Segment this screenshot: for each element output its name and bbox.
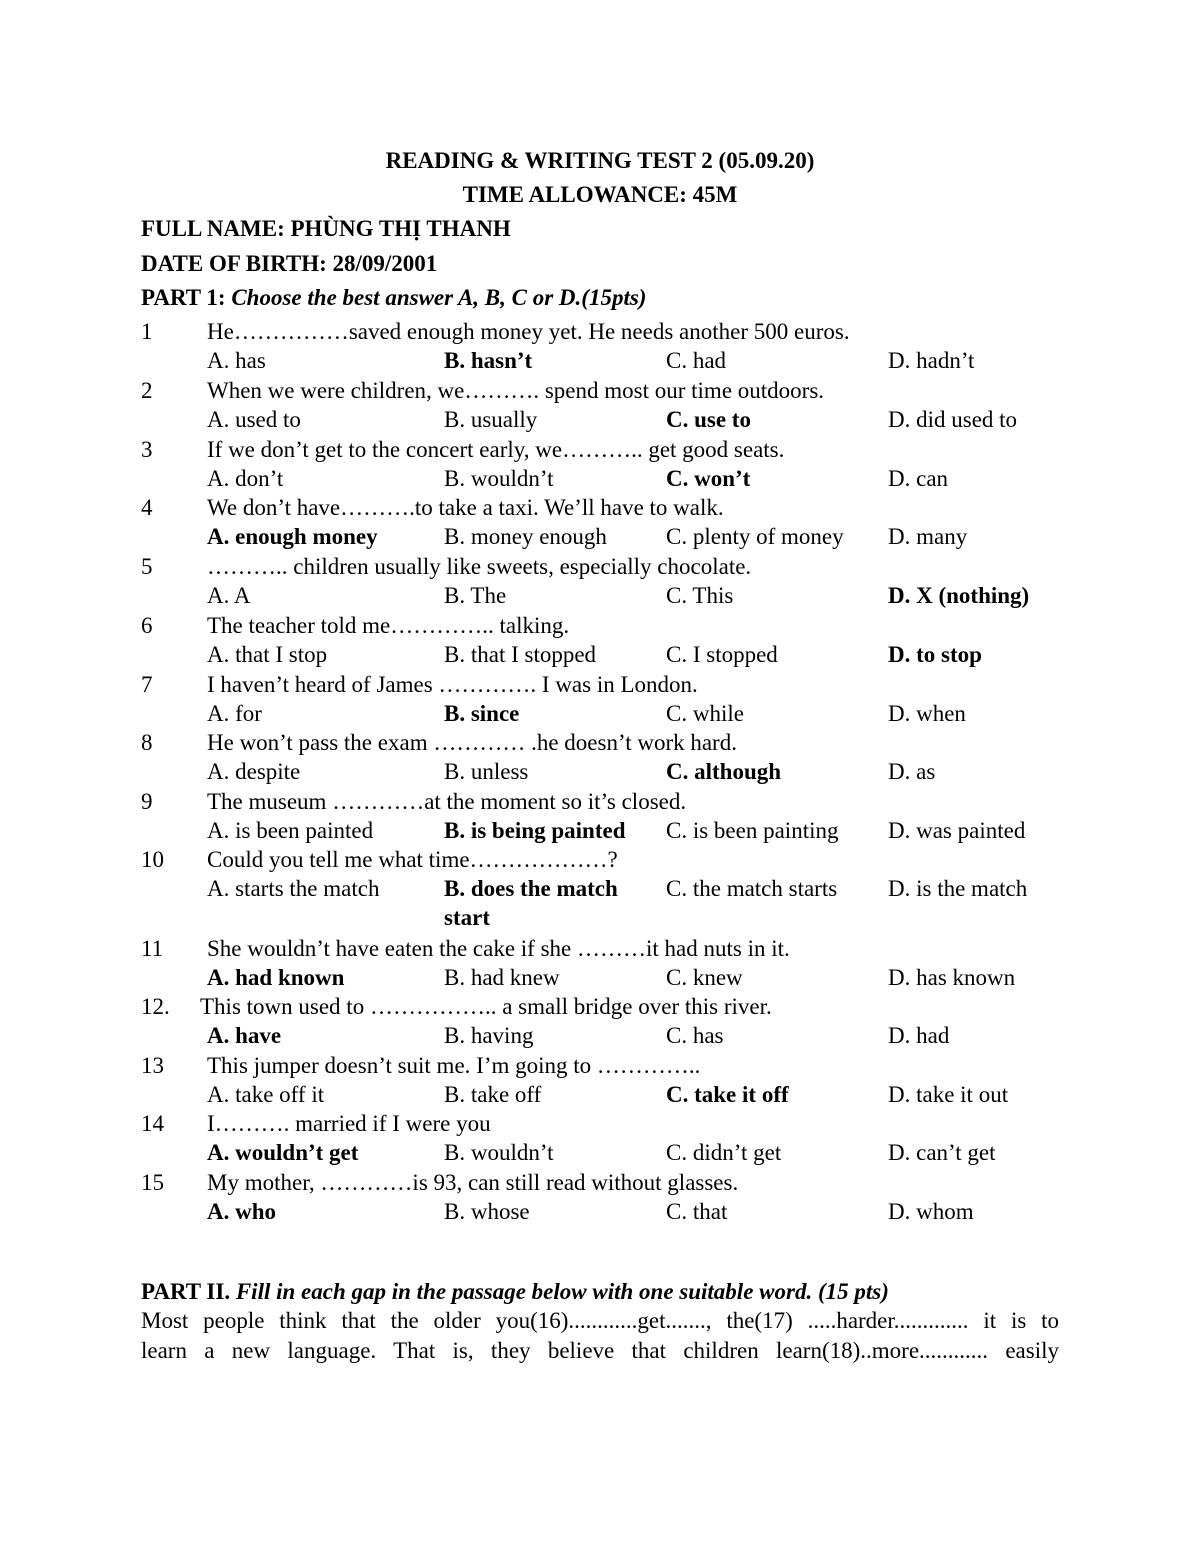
option-c: C. use to — [666, 407, 751, 432]
option-d: D. when — [888, 701, 966, 726]
question-text: When we were children, we………. spend most our time outdoors. — [207, 378, 825, 403]
option-d: D. can — [888, 466, 949, 491]
option-b: B. wouldn’t — [444, 466, 554, 491]
date-of-birth: DATE OF BIRTH: 28/09/2001 — [141, 251, 438, 276]
option-c: C. is been painting — [666, 818, 839, 843]
option-a: A. don’t — [207, 466, 284, 491]
option-d: D. did used to — [888, 407, 1018, 432]
question-number: 3 — [141, 437, 153, 462]
option-c: C. I stopped — [666, 642, 778, 667]
question-number: 5 — [141, 554, 153, 579]
part2-instruction: Fill in each gap in the passage below with one suitable word. (15 pts) — [235, 1279, 889, 1304]
question-number: 15 — [141, 1170, 164, 1195]
option-a: A. starts the match — [207, 876, 380, 901]
option-d: D. has known — [888, 965, 1016, 990]
question-text: She wouldn’t have eaten the cake if she ………it had nuts in it. — [207, 936, 790, 961]
option-b: B. hasn’t — [444, 348, 533, 373]
question-text: The teacher told me………….. talking. — [207, 613, 570, 638]
time-allowance: TIME ALLOWANCE: 45M — [462, 182, 738, 207]
question-14 — [0, 1109, 1200, 1168]
option-a: A. enough money — [207, 524, 378, 549]
question-number: 9 — [141, 789, 153, 814]
option-a: A. A — [207, 583, 251, 608]
option-c: C. while — [666, 701, 744, 726]
option-b: B. unless — [444, 759, 529, 784]
question-12 — [0, 992, 1200, 1051]
option-d: D. had — [888, 1023, 950, 1048]
question-8 — [0, 728, 1200, 787]
option-c: C. knew — [666, 965, 743, 990]
test-title: READING & WRITING TEST 2 (05.09.20) — [385, 148, 815, 173]
option-c: C. had — [666, 348, 727, 373]
passage-line-1: Most people think that the older you(16)............get......., the(17) .....harder............. it is to — [141, 1308, 1059, 1333]
question-number: 11 — [141, 936, 164, 961]
question-text: My mother, …………is 93, can still read without glasses. — [207, 1170, 739, 1195]
option-b: B. having — [444, 1023, 534, 1048]
option-a: A. take off it — [207, 1082, 325, 1107]
question-13 — [0, 1051, 1200, 1110]
question-text: I………. married if I were you — [207, 1111, 491, 1136]
part1-label: PART 1: — [141, 285, 226, 310]
option-b: B. The — [444, 583, 507, 608]
question-text: This jumper doesn’t suit me. I’m going to ………….. — [207, 1053, 701, 1078]
option-a: A. for — [207, 701, 262, 726]
option-d: D. is the match — [888, 876, 1028, 901]
option-c: C. This — [666, 583, 734, 608]
passage-line-2: learn a new language. That is, they believe that children learn(18)..more............ easily — [141, 1338, 1059, 1363]
part1-heading — [141, 283, 646, 313]
option-a: A. used to — [207, 407, 301, 432]
question-number: 10 — [141, 847, 164, 872]
option-d: D. whom — [888, 1199, 974, 1224]
option-b: B. had knew — [444, 965, 560, 990]
question-11 — [0, 934, 1200, 993]
option-b: B. wouldn’t — [444, 1140, 554, 1165]
option-a: A. have — [207, 1023, 282, 1048]
question-text: Could you tell me what time………………? — [207, 847, 618, 872]
question-number: 2 — [141, 378, 153, 403]
option-a: A. is been painted — [207, 818, 374, 843]
question-text: He won’t pass the exam ………… .he doesn’t work hard. — [207, 730, 737, 755]
option-a: A. despite — [207, 759, 301, 784]
option-a: A. that I stop — [207, 642, 328, 667]
option-d: D. can’t get — [888, 1140, 996, 1165]
option-d: D. take it out — [888, 1082, 1009, 1107]
option-b: B. usually — [444, 407, 538, 432]
option-c: C. has — [666, 1023, 724, 1048]
question-number: 1 — [141, 319, 153, 344]
part2-heading — [141, 1277, 889, 1307]
question-number: 4 — [141, 495, 153, 520]
question-3 — [0, 435, 1200, 494]
option-a: A. wouldn’t get — [207, 1140, 359, 1165]
question-number: 13 — [141, 1053, 164, 1078]
option-b: B. money enough — [444, 524, 607, 549]
question-number: 14 — [141, 1111, 164, 1136]
option-a: A. who — [207, 1199, 277, 1224]
full-name: FULL NAME: PHÙNG THỊ THANH — [141, 216, 511, 241]
option-c: C. take it off — [666, 1082, 789, 1107]
question-text: I haven’t heard of James …………. I was in London. — [207, 672, 698, 697]
question-2 — [0, 376, 1200, 435]
option-b: B. does the match start — [444, 876, 618, 930]
option-c: C. didn’t get — [666, 1140, 782, 1165]
option-c: C. plenty of money — [666, 524, 844, 549]
part2-label: PART II. — [141, 1279, 231, 1304]
question-10 — [0, 845, 1200, 934]
question-text: He……………saved enough money yet. He needs another 500 euros. — [207, 319, 850, 344]
option-b: B. that I stopped — [444, 642, 597, 667]
option-c: C. the match starts — [666, 876, 838, 901]
question-15 — [0, 1168, 1200, 1227]
option-b: B. is being painted — [444, 818, 626, 843]
option-a: A. had known — [207, 965, 345, 990]
option-b: B. whose — [444, 1199, 530, 1224]
option-d: D. hadn’t — [888, 348, 975, 373]
option-d: D. to stop — [888, 642, 982, 667]
option-b: B. since — [444, 701, 520, 726]
question-1 — [0, 317, 1200, 376]
question-number: 7 — [141, 672, 153, 697]
question-text: If we don’t get to the concert early, we……….. get good seats. — [207, 437, 785, 462]
option-c: C. although — [666, 759, 782, 784]
option-c: C. won’t — [666, 466, 751, 491]
question-text: This town used to …………….. a small bridge over this river. — [200, 994, 772, 1019]
option-d: D. many — [888, 524, 968, 549]
option-b: B. take off — [444, 1082, 542, 1107]
option-d: D. as — [888, 759, 936, 784]
part1-instruction: Choose the best answer A, B, C or D.(15pts) — [231, 285, 647, 310]
question-text: The museum …………at the moment so it’s closed. — [207, 789, 687, 814]
question-6 — [0, 611, 1200, 670]
question-number: 12. — [141, 994, 170, 1019]
option-d: D. X (nothing) — [888, 583, 1030, 608]
option-c: C. that — [666, 1199, 728, 1224]
question-7 — [0, 670, 1200, 729]
question-4 — [0, 493, 1200, 552]
question-9 — [0, 787, 1200, 846]
question-number: 8 — [141, 730, 153, 755]
question-5 — [0, 552, 1200, 611]
question-text: ……….. children usually like sweets, especially chocolate. — [207, 554, 752, 579]
question-number: 6 — [141, 613, 153, 638]
question-text: We don’t have……….to take a taxi. We’ll have to walk. — [207, 495, 724, 520]
option-a: A. has — [207, 348, 266, 373]
option-d: D. was painted — [888, 818, 1026, 843]
